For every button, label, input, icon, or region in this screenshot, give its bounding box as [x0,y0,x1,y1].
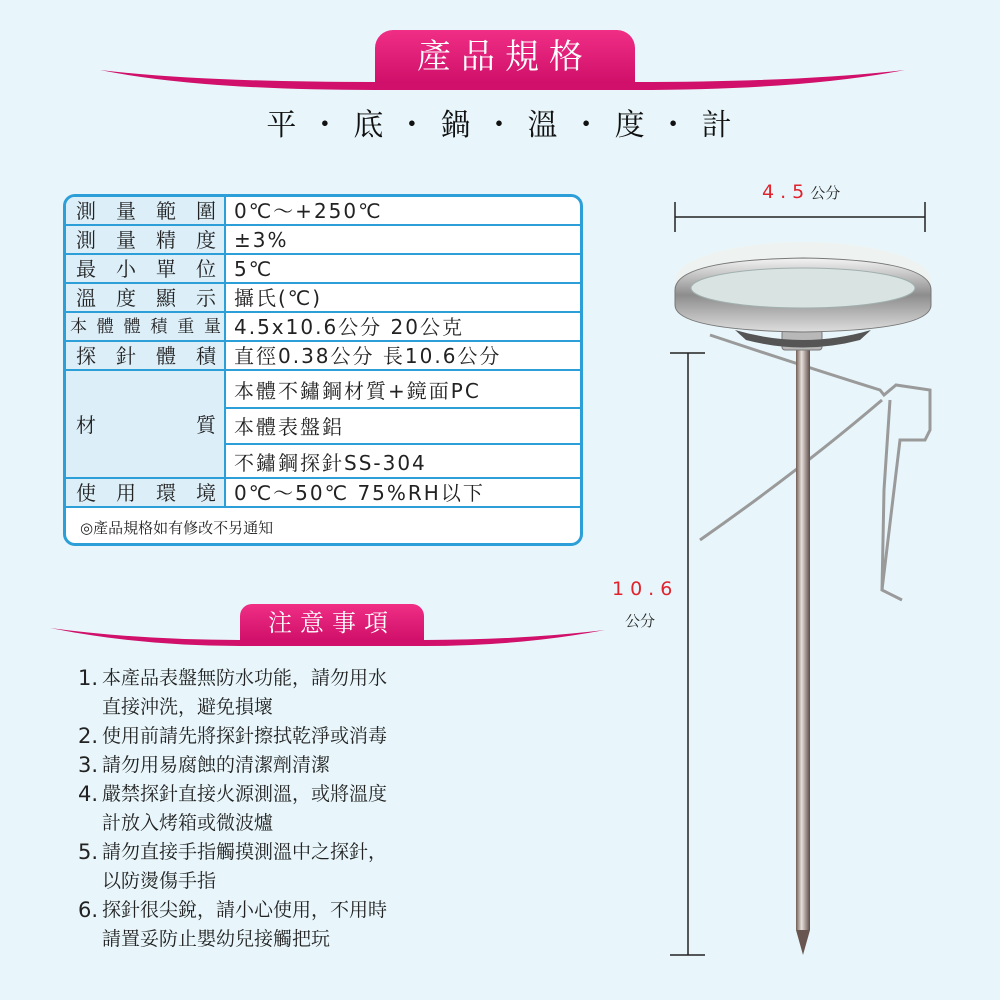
spec-table [63,194,583,546]
list-item [78,896,498,954]
spec-label: 測量精度 [66,226,226,253]
note-number: 4. [78,782,99,806]
spec-value: 0℃～+250℃ [234,199,383,223]
spec-label: 材質 [66,371,226,477]
height-dimension-unit: 公分 [625,612,656,630]
spec-label: 本體體積重量 [66,313,226,340]
note-number: 1. [78,666,99,690]
spec-value: 不鏽鋼探針SS-304 [234,451,427,475]
note-text: 直接沖洗，避免損壞 [102,696,274,718]
spec-value: 本體表盤鋁 [234,415,344,439]
note-text: 請勿用易腐蝕的清潔劑清潔 [102,754,331,776]
spec-label: 最小單位 [66,255,226,282]
spec-row-material [66,371,580,479]
spec-row-unit [66,255,580,284]
list-item [78,664,498,722]
spec-value: 5℃ [234,257,274,281]
probe-tip [796,930,810,955]
note-text: 嚴禁探針直接火源測溫，或將溫度 [102,783,388,805]
spec-row-environment [66,479,580,508]
note-text: 使用前請先將探針擦拭乾淨或消毒 [102,725,388,747]
thermometer-illustration [600,190,960,970]
spec-row-accuracy [66,226,580,255]
spec-value: ±3% [234,228,289,252]
spec-row-probe [66,342,580,371]
width-dimension-label: 4.5公分 [762,181,841,203]
list-item [78,780,498,838]
spec-value: 本體不鏽鋼材質+鏡面PC [234,379,481,403]
spec-disclaimer: ◎產品規格如有修改不另通知 [80,519,274,537]
note-number: 5. [78,840,99,864]
note-text: 本產品表盤無防水功能，請勿用水 [102,667,388,689]
spec-row-range [66,197,580,226]
spec-label: 測量範圍 [66,197,226,224]
spec-label: 探針體積 [66,342,226,369]
spec-row-display [66,284,580,313]
note-text: 探針很尖銳，請小心使用，不用時 [102,899,388,921]
width-dimension-line [675,202,925,232]
height-dimension-line [670,353,705,955]
note-text: 請置妥防止嬰幼兒接觸把玩 [102,928,331,950]
notes-list [78,664,498,954]
list-item [78,751,498,780]
notes-title: 注意事項 [240,604,424,640]
clip-icon [700,335,930,600]
note-number: 6. [78,898,99,922]
spec-value: 攝氏(℃) [234,286,323,310]
note-text: 以防燙傷手指 [102,870,217,892]
note-text: 請勿直接手指觸摸測溫中之探針， [102,841,388,863]
spec-value: 0℃～50℃ 75%RH以下 [234,481,485,505]
spec-row-size-weight [66,313,580,342]
list-item [78,838,498,896]
product-subtitle: 平 ・ 底 ・ 鍋 ・ 溫 ・ 度 ・ 計 [266,108,734,143]
spec-value: 4.5x10.6公分 20公克 [234,315,464,339]
spec-label: 溫度顯示 [66,284,226,311]
spec-label: 使用環境 [66,479,226,506]
list-item [78,722,498,751]
note-text: 計放入烤箱或微波爐 [102,812,274,834]
page-title: 產品規格 [375,30,635,82]
spec-divider [226,407,583,409]
probe-shaft [796,340,810,930]
height-dimension-value: 10.6 [612,578,679,600]
spec-divider [226,443,583,445]
note-number: 2. [78,724,99,748]
note-number: 3. [78,753,99,777]
spec-value: 直徑0.38公分 長10.6公分 [234,344,502,368]
